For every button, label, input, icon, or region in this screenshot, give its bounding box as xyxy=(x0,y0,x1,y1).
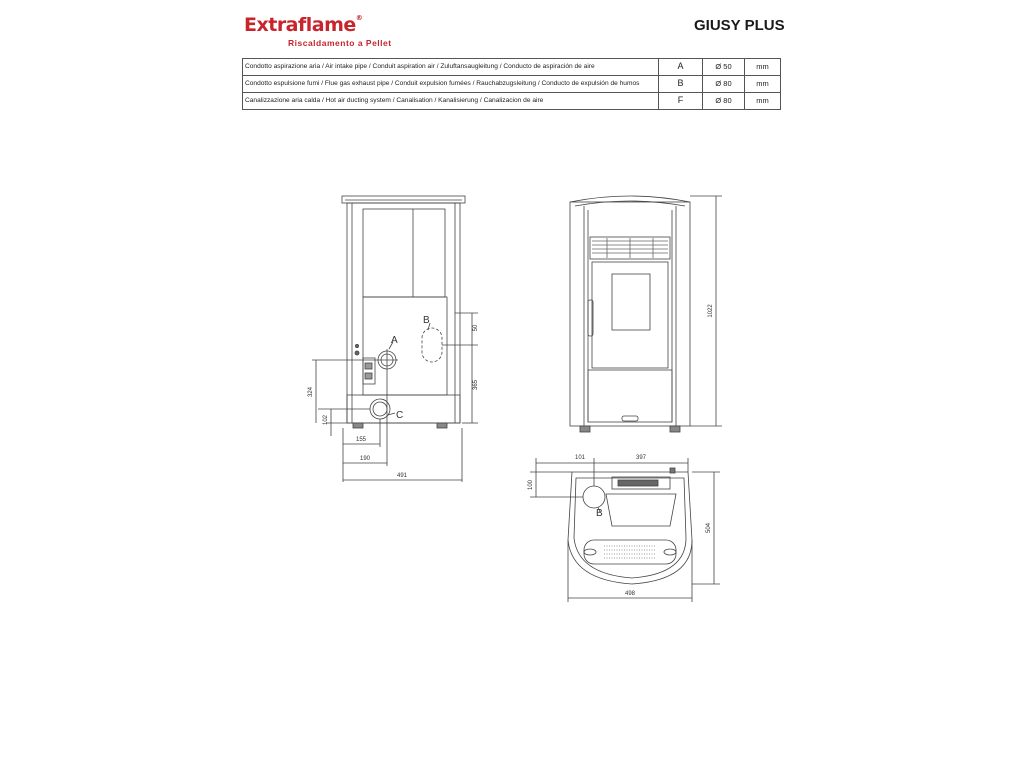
rear-small-fitting xyxy=(355,351,359,355)
label-b: B xyxy=(423,315,430,326)
row-diameter: Ø 50 xyxy=(703,59,745,76)
row-code: B xyxy=(659,76,703,93)
dim-504: 504 xyxy=(706,522,712,534)
dim-397: 397 xyxy=(635,455,647,461)
rear-switch xyxy=(365,363,372,369)
registered-mark: ® xyxy=(355,14,363,22)
row-unit: mm xyxy=(745,59,781,76)
rear-top-plate xyxy=(342,196,465,203)
top-vent-right xyxy=(664,549,676,555)
brand-name: Extraflame xyxy=(244,14,356,36)
front-door xyxy=(592,262,668,368)
rear-body-outline xyxy=(347,203,460,423)
dim-1022: 1022 xyxy=(708,304,714,318)
dim-100: 100 xyxy=(528,479,534,491)
top-grille-dots xyxy=(604,546,656,558)
top-flue-b xyxy=(583,486,605,508)
row-diameter: Ø 80 xyxy=(703,76,745,93)
front-view xyxy=(570,196,722,432)
dim-324: 324 xyxy=(308,386,314,398)
top-inner-line xyxy=(574,478,686,578)
rear-foot-right xyxy=(437,423,447,428)
top-grille-area xyxy=(584,540,676,564)
top-pellet-lid xyxy=(606,494,676,526)
top-view xyxy=(530,458,720,602)
dim-101: 101 xyxy=(574,455,586,461)
label-b-top: B xyxy=(596,508,603,519)
dim-102: 102 xyxy=(323,414,329,426)
dim-155: 155 xyxy=(355,437,367,443)
dim-190: 190 xyxy=(359,456,371,462)
dim-491: 491 xyxy=(396,473,408,479)
row-unit: mm xyxy=(745,76,781,93)
air-intake-a xyxy=(376,349,398,371)
pipe-b-hidden xyxy=(422,328,442,362)
top-control-display xyxy=(618,480,658,486)
row-description: Condotto espulsione fumi / Flue gas exhaust pipe / Conduit expulsion fumées / Rauchabzugsleitung / Conducto de expulsión de humos xyxy=(243,76,659,93)
row-unit: mm xyxy=(745,93,781,110)
row-description: Condotto aspirazione aria / Air intake pipe / Conduit aspiration air / Zuluftansaugleitung / Conducto de aspiración de aire xyxy=(243,59,659,76)
label-a: A xyxy=(391,335,398,346)
model-title: GIUSY PLUS xyxy=(694,17,785,34)
pipe-c-inner xyxy=(373,402,387,416)
rear-switch-2 xyxy=(365,373,372,379)
flue-outlet-b-rear xyxy=(422,328,442,362)
dim-498: 498 xyxy=(624,591,636,597)
front-foot-left xyxy=(580,426,590,432)
front-foot-right xyxy=(670,426,680,432)
row-description: Canalizzazione aria calda / Hot air ducting system / Canalisation / Kanalisierung / Canalizacion de aire xyxy=(243,93,659,110)
brand-tagline: Riscaldamento a Pellet xyxy=(288,38,392,48)
row-code: A xyxy=(659,59,703,76)
top-rear-fitting xyxy=(670,468,675,473)
label-c: C xyxy=(396,410,404,421)
top-vent-left xyxy=(584,549,596,555)
rear-control-box xyxy=(363,358,375,384)
front-glass xyxy=(612,274,650,330)
dim-365: 365 xyxy=(473,379,479,391)
rear-lower-panel xyxy=(363,297,447,395)
front-lower-panel xyxy=(588,370,672,422)
rear-upper-panel xyxy=(363,209,445,297)
rear-small-fitting-2 xyxy=(355,344,358,347)
rear-foot-left xyxy=(353,423,363,428)
front-badge xyxy=(622,416,638,421)
dim-50: 50 xyxy=(473,324,479,332)
front-grille-slats xyxy=(592,238,668,258)
row-code: F xyxy=(659,93,703,110)
row-diameter: Ø 80 xyxy=(703,93,745,110)
